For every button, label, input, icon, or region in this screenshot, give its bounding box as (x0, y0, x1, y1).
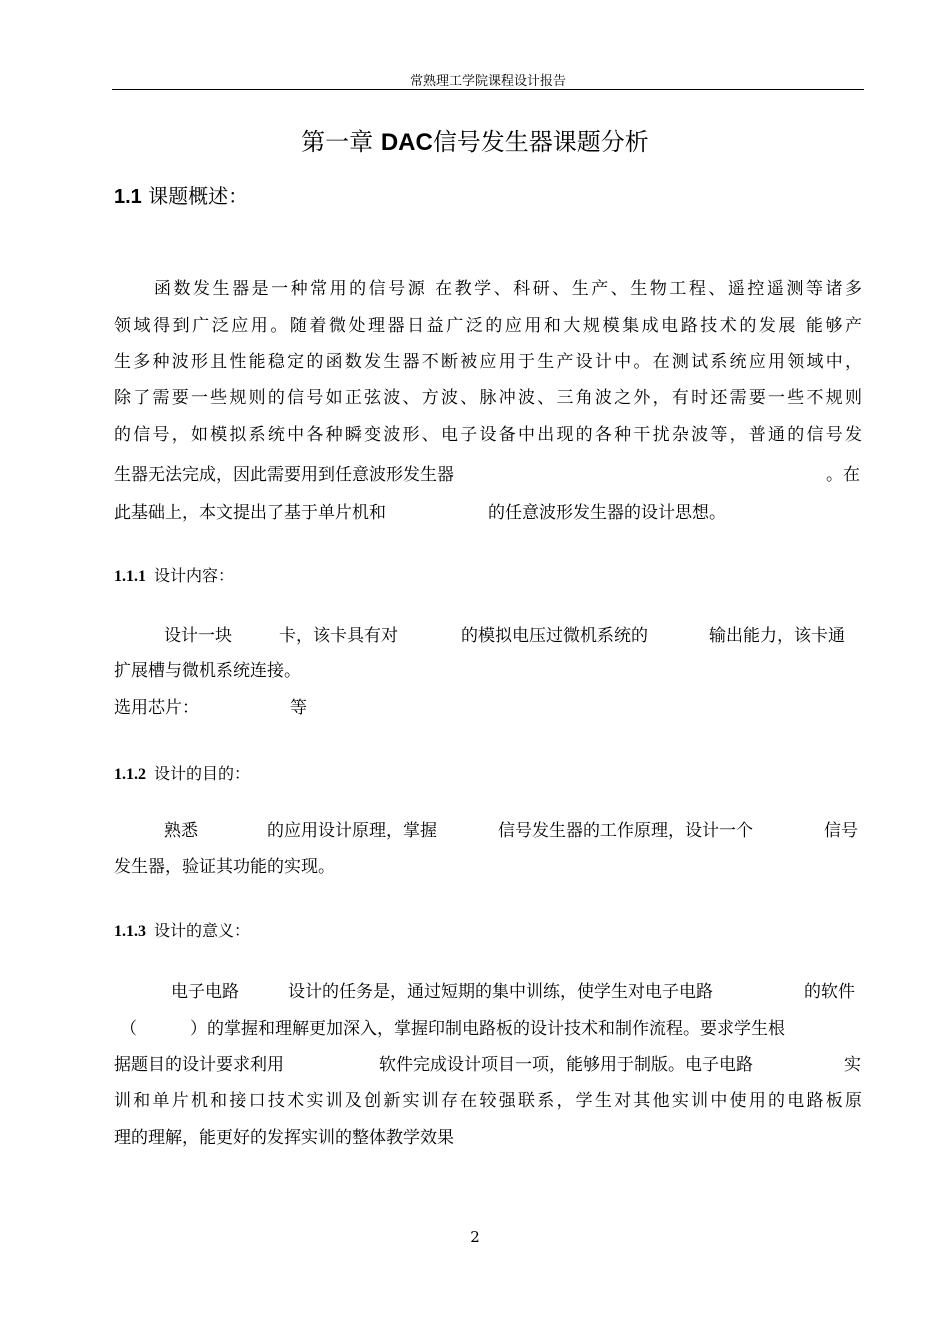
para1-line-6 (114, 464, 862, 486)
subsection-number: 1.1.3 (114, 923, 146, 940)
para1-line-5: 的信号，如模拟系统中各种瞬变波形、电子设备中出现的各种干扰杂波等，普通的信号发 (114, 425, 862, 445)
sub3-line-3 (114, 1054, 862, 1076)
subsection-title: 设计内容： (154, 566, 235, 585)
sub3-line-1-c: 的软件 (804, 982, 855, 1002)
section-number: 1.1 (114, 186, 142, 208)
sub2-line-1 (114, 820, 862, 842)
sub1-line-3-a: 选用芯片： (114, 698, 199, 718)
chapter-title-text: 信号发生器课题分析 (432, 128, 649, 156)
sub3-line-2 (114, 1018, 862, 1040)
subsection-number: 1.1.2 (114, 766, 146, 783)
sub3-line-4: 训和单片机和接口技术实训及创新实训存在较强联系，学生对其他实训中使用的电路板原 (114, 1091, 862, 1111)
sub3-line-1-a: 电子电路 (171, 982, 239, 1002)
sub1-line-2: 扩展槽与微机系统连接。 (114, 661, 301, 681)
sub3-line-3-c: 实 (844, 1055, 861, 1075)
subsection-1-1-2-heading (114, 761, 250, 784)
para1-line-4: 除了需要一些规则的信号如正弦波、方波、脉冲波、三角波之外，有时还需要一些不规则 (114, 388, 862, 408)
sub1-line-1-d: 输出能力，该卡通 (709, 626, 845, 646)
sub3-line-2-a: （ (120, 1019, 137, 1039)
para1-line-7-b: 的任意波形发生器的设计思想。 (488, 503, 726, 523)
sub2-line-2: 发生器，验证其功能的实现。 (114, 857, 335, 877)
sub1-line-1-b: 卡，该卡具有对 (279, 626, 398, 646)
para1-line-7 (114, 502, 862, 524)
subsection-1-1-3-heading (114, 918, 250, 941)
para1-line-6-b: 。在 (826, 465, 860, 485)
para1-line-7-a: 此基础上，本文提出了基于单片机和 (114, 503, 386, 523)
sub2-line-1-a: 熟悉 (164, 821, 198, 841)
chapter-code: DAC (380, 129, 433, 156)
page-header: 常熟理工学院课程设计报告 (409, 74, 566, 89)
section-title: 课题概述： (148, 184, 249, 208)
sub1-line-3 (114, 697, 862, 719)
sub3-line-2-b: ）的掌握和理解更加深入，掌握印制电路板的设计技术和制作流程。要求学生根 (190, 1019, 785, 1039)
chapter-title (0, 122, 950, 157)
sub3-line-3-b: 软件完成设计项目一项，能够用于制版。电子电路 (379, 1055, 753, 1075)
para1-line-2: 领域得到广泛应用。随着微处理器日益广泛的应用和大规模集成电路技术的发展 能够产 (114, 316, 862, 336)
sub3-line-3-a: 据题目的设计要求利用 (114, 1055, 284, 1075)
header-rule (112, 89, 864, 90)
sub1-line-3-b: 等 (290, 698, 307, 718)
section-heading (114, 180, 248, 209)
sub3-line-1 (114, 981, 862, 1003)
subsection-title: 设计的意义： (154, 921, 251, 940)
para1-line-3: 生多种波形且性能稳定的函数发生器不断被应用于生产设计中。在测试系统应用领域中， (114, 352, 862, 372)
para1-line-1: 函数发生器是一种常用的信号源 在教学、科研、生产、生物工程、遥控遥测等诸多 (154, 279, 862, 299)
para1-line-6-a: 生器无法完成，因此需要用到任意波形发生器 (114, 465, 454, 485)
sub1-line-1-c: 的模拟电压过微机系统的 (461, 626, 648, 646)
sub1-line-1-a: 设计一块 (164, 626, 232, 646)
sub3-line-5: 理的理解，能更好的发挥实训的整体教学效果 (114, 1128, 454, 1148)
subsection-title: 设计的目的： (154, 764, 251, 783)
sub2-line-1-b: 的应用设计原理，掌握 (267, 821, 437, 841)
chapter-prefix: 第一章 (301, 128, 374, 156)
sub1-line-1 (114, 625, 862, 647)
subsection-1-1-1-heading (114, 563, 234, 586)
sub2-line-1-d: 信号 (824, 821, 858, 841)
sub2-line-1-c: 信号发生器的工作原理，设计一个 (498, 821, 753, 841)
subsection-number: 1.1.1 (114, 568, 146, 585)
page-number: 2 (470, 1228, 480, 1246)
sub3-line-1-b: 设计的任务是，通过短期的集中训练，使学生对电子电路 (288, 982, 713, 1002)
